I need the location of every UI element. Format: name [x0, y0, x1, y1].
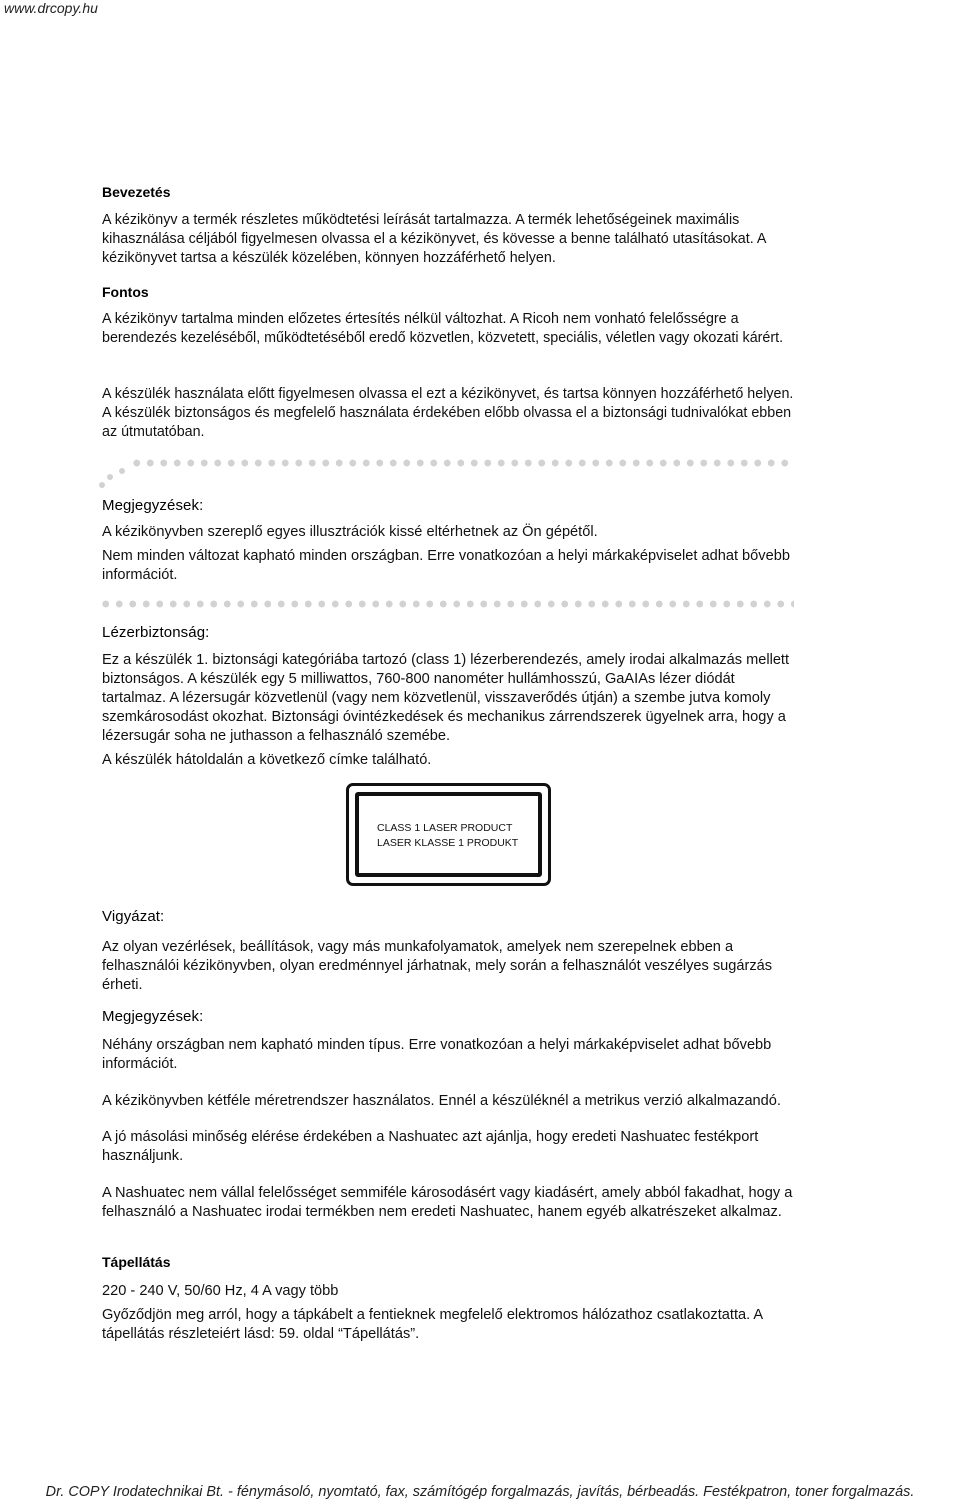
megjegyzesek-2-text-2: A kézikönyvben kétféle méretrendszer használatos. Ennél a készüléknél a metrikus verzió alkalmazandó. [102, 1093, 781, 1109]
lezerbiztonsag-text-2: A készülék hátoldalán a következő címke található. [102, 752, 432, 768]
megjegyzesek-2-text-4: A Nashuatec nem vállal felelősséget semmiféle károsodásért vagy kiadásért, amely abból fakadhat, hogy a felhasználó a Nashuatec irodai termékben nem eredeti Nashuatec, hanem egyéb alkatrészeket alkalmaz. [102, 1185, 793, 1220]
section-title-megjegyzesek-1: Megjegyzések: [102, 497, 204, 514]
megjegyzesek-1-text-1: A kézikönyvben szereplő egyes illusztrációk kissé eltérhetnek az Ön gépétől. [102, 524, 598, 540]
page-footer: Dr. COPY Irodatechnikai Bt. - fénymásoló, nyomtató, fax, számítógép forgalmazás, javítás, bérbeadás. Festékpatron, toner forgalmazás. [45, 1484, 915, 1500]
laser-label-line-1: CLASS 1 LASER PRODUCT [377, 822, 513, 834]
site-url[interactable]: www.drcopy.hu [4, 0, 98, 16]
section-title-vigyazat: Vigyázat: [102, 908, 165, 925]
megjegyzesek-2-text-1: Néhány országban nem kapható minden típus. Erre vonatkozóan a helyi márkaképviselet adhat bővebb információt. [102, 1037, 772, 1072]
laser-label-text [377, 821, 518, 851]
section-title-tapellatas: Tápellátás [102, 1254, 171, 1270]
divider-dot [99, 482, 105, 488]
fontos-text-1: A kézikönyv tartalma minden előzetes értesítés nélkül változhat. A Ricoh nem vonható felelősségre a berendezés kezeléséből, működtetéséből eredő közvetlen, közvetett, speciális, véletlen vagy okozati kárért. [102, 311, 784, 346]
divider-dot [119, 468, 125, 474]
section-title-lezerbiztonsag: Lézerbiztonság: [102, 624, 210, 641]
laser-class-label [346, 783, 551, 886]
megjegyzesek-2-text-3: A jó másolási minőség elérése érdekében a Nashuatec azt ajánlja, hogy eredeti Nashuatec festékport használjunk. [102, 1129, 759, 1164]
note-divider-bottom [99, 600, 794, 608]
vigyazat-text: Az olyan vezérlések, beállítások, vagy más munkafolyamatok, amelyek nem szerepelnek ebben a felhasználói kézikönyvben, olyan eredménnyel járhatnak, mely során a felhasználót veszélyes sugárzás érheti. [102, 939, 773, 993]
laser-label-line-2: LASER KLASSE 1 PRODUKT [377, 837, 519, 849]
bevezetes-text: A kézikönyv a termék részletes működtetési leírását tartalmazza. A termék lehetőségeinek maximális kihasználása céljából figyelmesen olvassa el a kézikönyvet, és kövesse a benne található utasításokat. A kézikönyvet tartsa a készülék közelében, könnyen hozzáférhető helyen. [102, 212, 766, 266]
lezerbiztonsag-text-1: Ez a készülék 1. biztonsági kategóriába tartozó (class 1) lézerberendezés, amely irodai alkalmazás mellett biztonságos. A készülék egy 5 milliwattos, 760-800 nanométer hullámhosszú, GaAIAs lézer diódát tartalmaz. A lézersugár közvetlenül (vagy nem közvetlenül, visszaverődés útján) a szembe jutva komoly szemkárosodást okozhat. Biztonsági óvintézkedések és mechanikus zárrendszerek ügyelnek arra, hogy a lézersugár soha ne juthasson a felhasználó szemébe. [102, 652, 790, 744]
divider-dot [107, 474, 113, 480]
tapellatas-text-2: Győződjön meg arról, hogy a tápkábelt a fentieknek megfelelő elektromos hálózathoz csatlakoztatta. A tápellátás részleteiért lásd: 59. oldal “Tápellátás”. [102, 1307, 763, 1342]
section-title-bevezetes: Bevezetés [102, 184, 171, 200]
section-title-megjegyzesek-2: Megjegyzések: [102, 1008, 204, 1025]
megjegyzesek-1-text-2: Nem minden változat kapható minden országban. Erre vonatkozóan a helyi márkaképviselet adhat bővebb információt. [102, 548, 790, 583]
divider-dots [130, 459, 794, 467]
section-title-fontos: Fontos [102, 284, 149, 300]
tapellatas-text-1: 220 - 240 V, 50/60 Hz, 4 A vagy több [102, 1283, 339, 1299]
fontos-text-2: A készülék használata előtt figyelmesen olvassa el ezt a kézikönyvet, és tartsa könnyen hozzáférhető helyen. A készülék biztonságos és megfelelő használata érdekében előbb olvassa el a biztonsági tudnivalókat ebben az útmutatóban. [102, 386, 794, 440]
